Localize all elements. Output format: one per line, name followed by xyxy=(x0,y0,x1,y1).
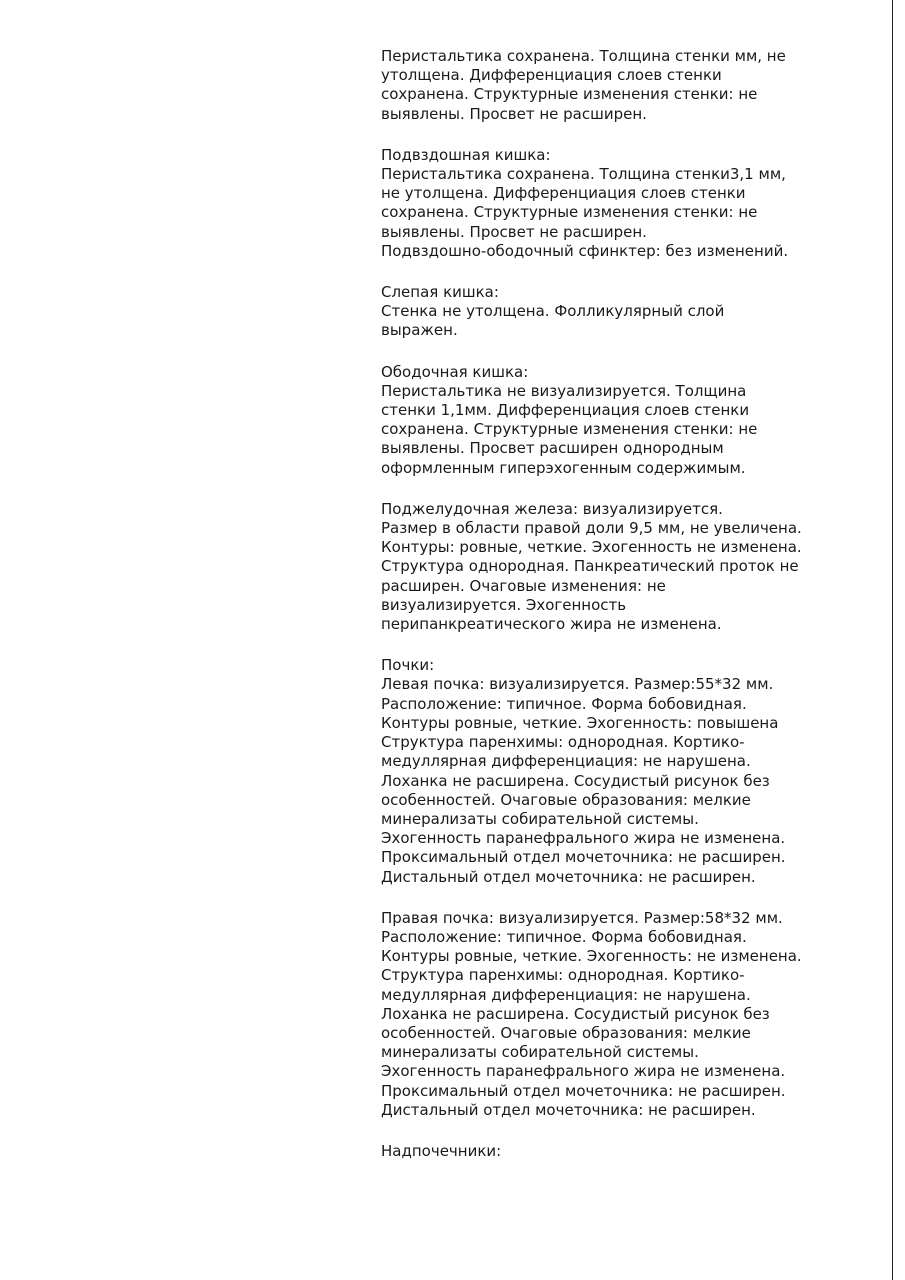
text-line: Перистальтика не визуализируется. Толщина xyxy=(381,381,747,400)
text-line: Эхогенность паранефрального жира не изменена. xyxy=(381,1062,786,1081)
text-line: Структура однородная. Панкреатический проток не xyxy=(381,557,799,576)
text-line: визуализируется. Эхогенность xyxy=(381,595,627,614)
text-line: Лоханка не расширена. Сосудистый рисунок без xyxy=(381,1004,770,1023)
text-line: минерализаты собирательной системы. xyxy=(381,809,699,828)
section-heading: Ободочная кишка: xyxy=(381,362,529,381)
text-line: Лоханка не расширена. Сосудистый рисунок без xyxy=(381,771,770,790)
text-line: выявлены. Просвет расширен однородным xyxy=(381,439,724,458)
text-line: особенностей. Очаговые образования: мелкие xyxy=(381,790,751,809)
block-pancreas xyxy=(381,500,881,634)
text-line: Расположение: типичное. Форма бобовидная. xyxy=(381,694,747,713)
text-line: Перистальтика сохранена. Толщина стенки3,1 мм, xyxy=(381,165,786,184)
text-line: Структура паренхимы: однородная. Кортико- xyxy=(381,966,745,985)
text-line: оформленным гиперэхогенным содержимым. xyxy=(381,458,746,477)
text-line: стенки 1,1мм. Дифференциация слоев стенки xyxy=(381,401,750,420)
text-line: Левая почка: визуализируется. Размер:55*32 мм. xyxy=(381,675,774,694)
block-adrenals xyxy=(381,1142,881,1161)
block-jejunum-continued xyxy=(381,47,881,124)
text-line: Проксимальный отдел мочеточника: не расширен. xyxy=(381,848,786,867)
text-line: перипанкреатического жира не изменена. xyxy=(381,615,722,634)
text-line: Дистальный отдел мочеточника: не расширен. xyxy=(381,1100,756,1119)
page-right-border xyxy=(892,0,893,1280)
text-line: сохранена. Структурные изменения стенки: не xyxy=(381,85,758,104)
text-line: особенностей. Очаговые образования: мелкие xyxy=(381,1023,751,1042)
section-heading: Поджелудочная железа: визуализируется. xyxy=(381,499,723,518)
text-line: Стенка не утолщена. Фолликулярный слой xyxy=(381,302,725,321)
text-line: медуллярная дифференциация: не нарушена. xyxy=(381,985,751,1004)
text-line: Контуры: ровные, четкие. Эхогенность не изменена. xyxy=(381,538,802,557)
block-colon xyxy=(381,363,881,478)
section-heading: Подвздошная кишка: xyxy=(381,145,551,164)
text-line: Контуры ровные, четкие. Эхогенность: повышена xyxy=(381,713,779,732)
text-line: Структура паренхимы: однородная. Кортико- xyxy=(381,733,745,752)
text-line: сохранена. Структурные изменения стенки: не xyxy=(381,203,758,222)
block-left-kidney xyxy=(381,656,881,886)
block-ileum xyxy=(381,146,881,261)
text-line: утолщена. Дифференциация слоев стенки xyxy=(381,66,722,85)
text-line: не утолщена. Дифференциация слоев стенки xyxy=(381,184,746,203)
text-line: Размер в области правой доли 9,5 мм, не увеличена. xyxy=(381,519,802,538)
section-heading: Слепая кишка: xyxy=(381,283,499,302)
section-heading: Правая почка: визуализируется. Размер:58*32 мм. xyxy=(381,908,783,927)
text-line: медуллярная дифференциация: не нарушена. xyxy=(381,752,751,771)
section-heading: Надпочечники: xyxy=(381,1141,502,1160)
report-text xyxy=(381,47,881,1183)
text-line: выявлены. Просвет не расширен. xyxy=(381,222,647,241)
text-line: Перистальтика сохранена. Толщина стенки мм, не xyxy=(381,47,786,65)
text-line: минерализаты собирательной системы. xyxy=(381,1043,699,1062)
section-heading: Почки: xyxy=(381,656,435,675)
text-line: Дистальный отдел мочеточника: не расширен. xyxy=(381,867,756,886)
text-line: Расположение: типичное. Форма бобовидная. xyxy=(381,927,747,946)
block-cecum xyxy=(381,283,881,341)
text-line: сохранена. Структурные изменения стенки: не xyxy=(381,420,758,439)
text-line: расширен. Очаговые изменения: не xyxy=(381,576,666,595)
text-line: Подвздошно-ободочный сфинктер: без изменений. xyxy=(381,241,789,260)
text-line: выражен. xyxy=(381,321,458,340)
text-line: Эхогенность паранефрального жира не изменена. xyxy=(381,829,786,848)
block-right-kidney xyxy=(381,909,881,1120)
text-line: Проксимальный отдел мочеточника: не расширен. xyxy=(381,1081,786,1100)
text-line: выявлены. Просвет не расширен. xyxy=(381,104,647,123)
text-line: Контуры ровные, четкие. Эхогенность: не изменена. xyxy=(381,947,802,966)
